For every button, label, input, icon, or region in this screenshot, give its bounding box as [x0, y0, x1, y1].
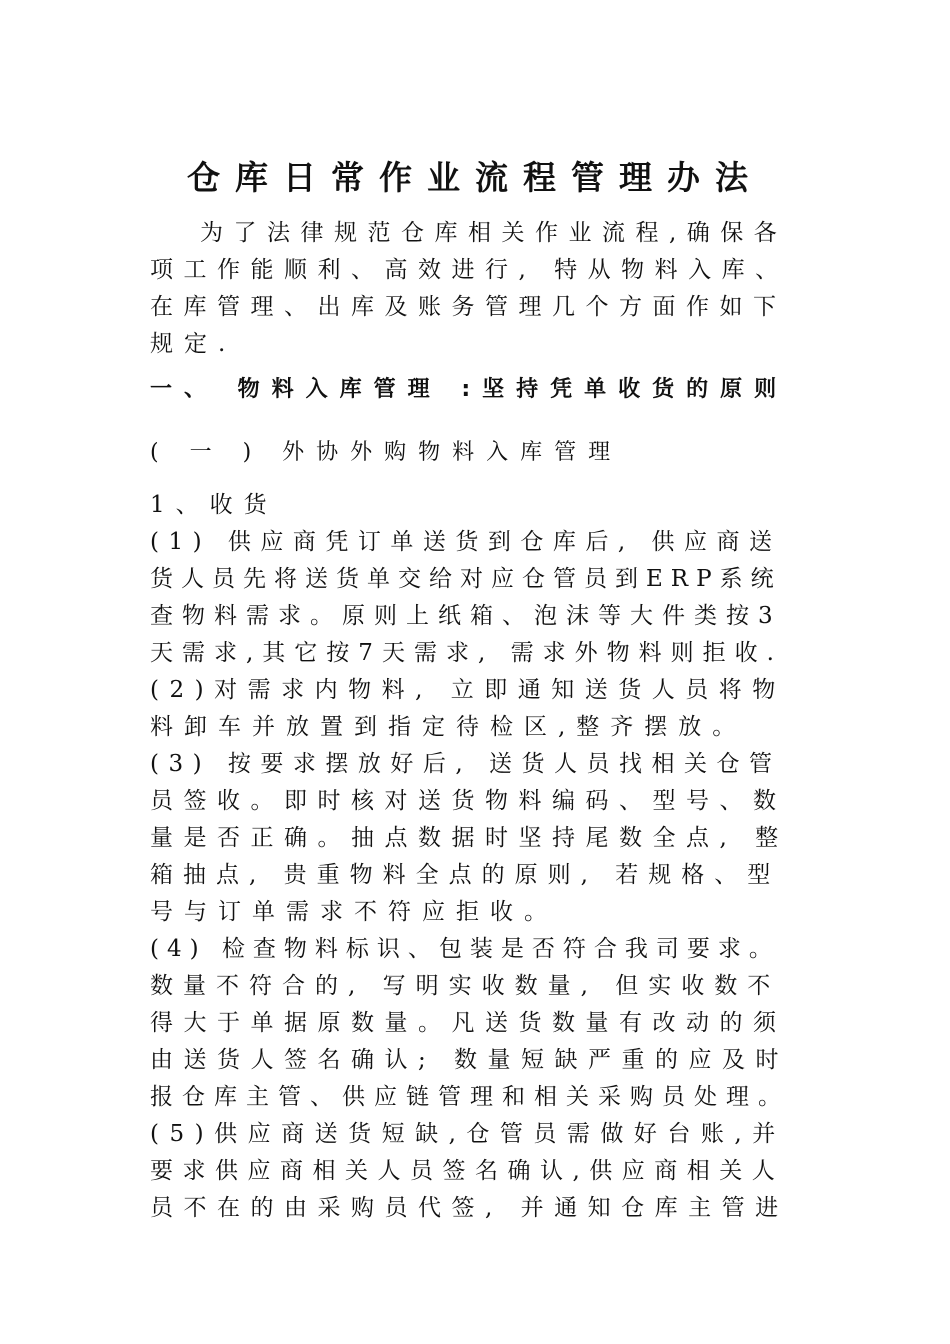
intro-line: 在库管理、出库及账务管理几个方面作如下 — [150, 294, 787, 320]
item-heading: 1、收货 — [150, 492, 278, 518]
body-line: 由送货人签名确认; 数量短缺严重的应及时 — [150, 1047, 790, 1073]
document-title: 仓库日常作业流程管理办法 — [187, 158, 763, 197]
body-line: 报仓库主管、供应链管理和相关采购员处理。 — [150, 1084, 790, 1110]
body-line: (4) 检查物料标识、包装是否符合我司要求。 — [150, 936, 780, 962]
body-line: (1) 供应商凭订单送货到仓库后, 供应商送 — [150, 529, 782, 555]
intro-line: 项工作能顺利、高效进行, 特从物料入库、 — [150, 257, 789, 283]
body-line: 料卸车并放置到指定待检区,整齐摆放。 — [150, 714, 747, 740]
intro-line: 为了法律规范仓库相关作业流程,确保各 — [200, 220, 788, 246]
body-line: (2)对需求内物料, 立即通知送货人员将物 — [150, 677, 786, 703]
subsection-heading: ( 一 ) 外协外购物料入库管理 — [150, 440, 623, 465]
body-line: 号与订单需求不符应拒收。 — [150, 899, 558, 925]
body-line: 查物料需求。原则上纸箱、泡沫等大件类按3 — [150, 603, 782, 629]
body-line: (5)供应商送货短缺,仓管员需做好台账,并 — [150, 1121, 786, 1147]
body-line: 天需求,其它按7天需求, 需求外物料则拒收. — [150, 640, 783, 666]
body-line: 得大于单据原数量。凡送货数量有改动的须 — [150, 1010, 787, 1036]
body-line: 员不在的由采购员代签, 并通知仓库主管进 — [150, 1195, 789, 1221]
body-line: 货人员先将送货单交给对应仓管员到ERP系统 — [150, 566, 782, 592]
body-line: 要求供应商相关人员签名确认,供应商相关人 — [150, 1158, 785, 1184]
body-line: (3) 按要求摆放好后, 送货人员找相关仓管 — [150, 751, 782, 777]
intro-line: 规定. — [150, 331, 237, 357]
body-line: 量是否正确。抽点数据时坚持尾数全点, 整 — [150, 825, 789, 851]
body-line: 箱抽点, 贵重物料全点的原则, 若规格、型 — [150, 862, 781, 888]
section-heading: 一、 物料入库管理 :坚持凭单收货的原则 — [150, 377, 789, 402]
body-line: 员签收。即时核对送货物料编码、型号、数 — [150, 788, 787, 814]
body-line: 数量不符合的, 写明实收数量, 但实收数不 — [150, 973, 781, 999]
